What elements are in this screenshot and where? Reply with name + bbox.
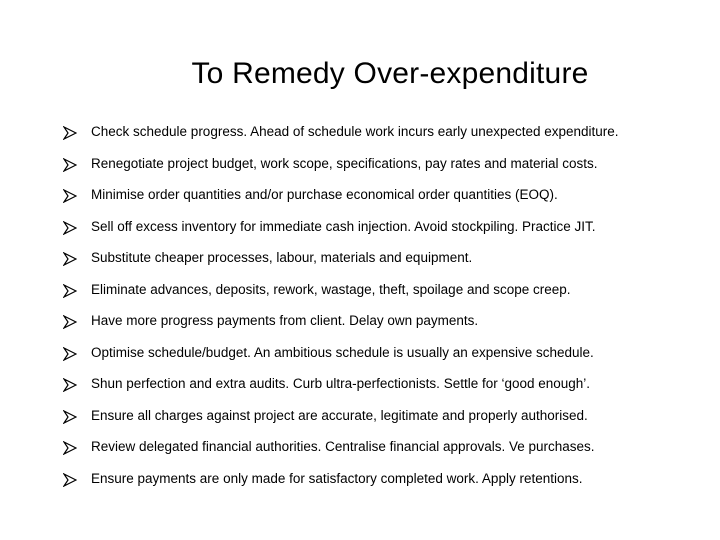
bullet-item (63, 465, 713, 497)
bullet-list (63, 118, 713, 496)
bullet-text: Sell off excess inventory for immediate cash injection. Avoid stockpiling. Practice JIT. (91, 218, 596, 234)
bullet-item (63, 339, 713, 371)
arrowhead-bullet-icon (63, 441, 77, 455)
bullet-text: Eliminate advances, deposits, rework, wastage, theft, spoilage and scope creep. (91, 281, 571, 297)
bullet-text: Renegotiate project budget, work scope, specifications, pay rates and material costs. (91, 155, 598, 171)
bullet-text: Shun perfection and extra audits. Curb ultra-perfectionists. Settle for ‘good enough’. (91, 376, 591, 391)
bullet-text: Check schedule progress. Ahead of schedule work incurs early unexpected expenditure. (91, 124, 619, 139)
bullet-text: Substitute cheaper processes, labour, materials and equipment. (91, 250, 473, 265)
bullet-item (63, 307, 713, 339)
arrowhead-bullet-icon (63, 284, 77, 298)
arrowhead-bullet-icon (63, 221, 77, 235)
arrowhead-bullet-icon (63, 126, 77, 140)
bullet-item (63, 402, 713, 434)
bullet-item (63, 181, 713, 213)
arrowhead-bullet-icon (63, 347, 77, 361)
bullet-text: Minimise order quantities and/or purchase economical order quantities (EOQ). (91, 187, 558, 202)
arrowhead-bullet-icon (63, 252, 77, 266)
arrowhead-bullet-icon (63, 473, 77, 487)
bullet-text: Optimise schedule/budget. An ambitious schedule is usually an expensive schedule. (91, 344, 594, 360)
bullet-text: Ensure payments are only made for satisfactory completed work. Apply retentions. (91, 470, 583, 486)
slide-title: To Remedy Over-expenditure (191, 57, 589, 90)
bullet-item (63, 244, 713, 276)
bullet-item (63, 370, 713, 402)
bullet-item (63, 150, 713, 182)
bullet-text: Review delegated financial authorities. Centralise financial approvals. Ve purchases. (91, 439, 595, 454)
bullet-item (63, 433, 713, 465)
bullet-item (63, 213, 713, 245)
arrowhead-bullet-icon (63, 378, 77, 392)
arrowhead-bullet-icon (63, 189, 77, 203)
bullet-item (63, 118, 713, 150)
bullet-text: Ensure all charges against project are accurate, legitimate and properly authorised. (91, 407, 588, 423)
arrowhead-bullet-icon (63, 410, 77, 424)
bullet-text: Have more progress payments from client. Delay own payments. (91, 313, 479, 328)
bullet-item (63, 276, 713, 308)
arrowhead-bullet-icon (63, 315, 77, 329)
arrowhead-bullet-icon (63, 158, 77, 172)
